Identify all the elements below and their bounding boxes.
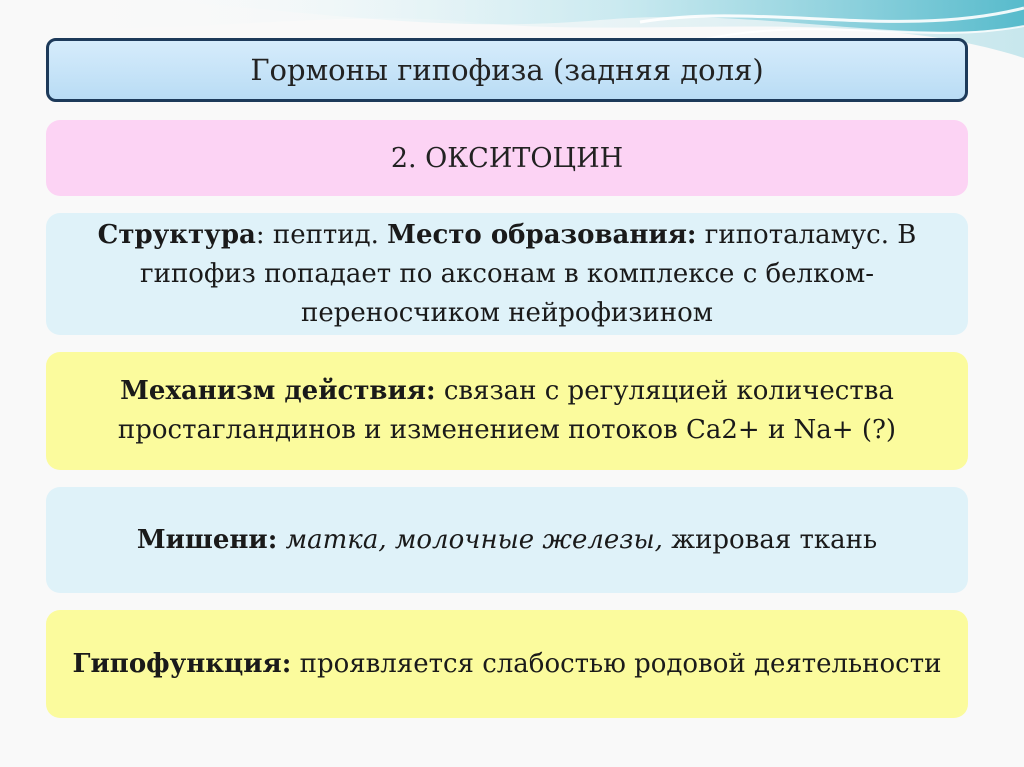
structure-box	[46, 213, 968, 335]
targets-text	[137, 525, 877, 555]
targets-italic-value: матка, молочные железы,	[277, 525, 663, 555]
formation-place-label: Место образования:	[387, 219, 697, 250]
mechanism-label: Механизм действия:	[120, 376, 436, 406]
hormone-name: 2. ОКСИТОЦИН	[390, 142, 624, 174]
formation-place-value: гипоталамус. В гипофиз попадает по аксонам в комплексе с белком-переносчиком нейрофизином	[140, 219, 917, 328]
slide-title-box	[46, 38, 968, 102]
hormone-name-box	[46, 120, 968, 196]
mechanism-value: связан с регуляцией количества простагландинов и изменением потоков Са2+ и Na+ (?)	[117, 376, 897, 445]
hypofunction-label: Гипофункция:	[72, 648, 292, 679]
structure-label: Структура	[97, 219, 256, 250]
targets-value: жировая ткань	[662, 525, 878, 555]
targets-label: Мишени:	[136, 525, 278, 555]
mechanism-box	[46, 352, 968, 470]
mechanism-text	[68, 372, 946, 450]
targets-box	[46, 487, 968, 593]
hypofunction-value: проявляется слабостью родовой деятельности	[291, 648, 942, 679]
hypofunction-box	[46, 610, 968, 718]
structure-text	[68, 216, 946, 333]
slide-title: Гормоны гипофиза (задняя доля)	[250, 53, 764, 87]
hypofunction-text	[73, 645, 942, 684]
structure-value: : пептид.	[255, 219, 388, 250]
